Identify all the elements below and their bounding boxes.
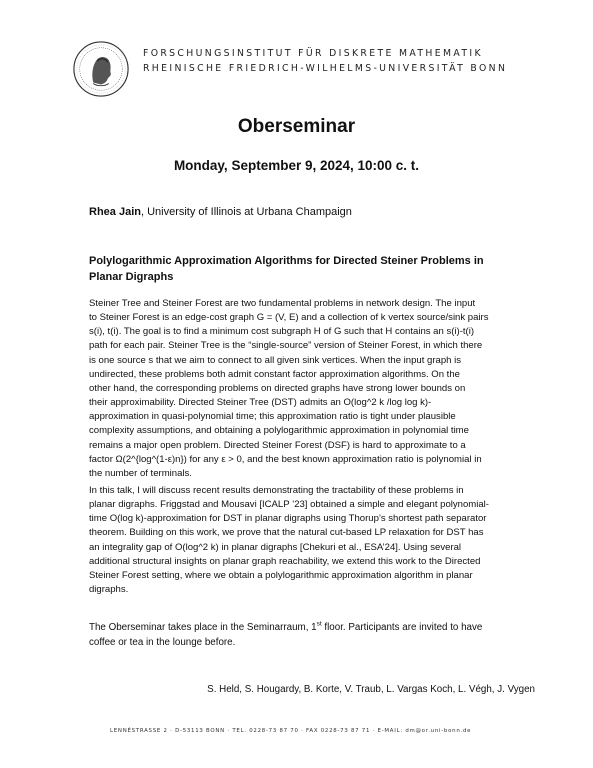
- venue-text: floor. Participants are invited to have: [321, 622, 483, 633]
- abstract-line: is one source s that we aim to connect to all given sink vertices. When the input graph is: [89, 354, 461, 366]
- speaker-affiliation: , University of Illinois at Urbana Champaign: [140, 206, 352, 218]
- institute-name: FORSCHUNGSINSTITUT FÜR DISKRETE MATHEMATIK: [143, 48, 483, 59]
- talk-title: [89, 253, 519, 285]
- speaker-name: Rhea Jain: [89, 206, 141, 218]
- abstract-line: approximation in quasi-polynomial time; this approximation ratio is tight under plausible: [89, 411, 456, 423]
- abstract-line: planar digraphs. Friggstad and Mousavi [ICALP ’23] obtained a simple and elegant polynomial-: [89, 499, 489, 511]
- abstract-paragraph-2: [89, 484, 522, 597]
- abstract-line: additional structural insights on planar graph reachability, we extend this work to the Directed: [89, 555, 481, 567]
- speaker-line: [89, 206, 352, 218]
- abstract-line: s(i), t(i). The goal is to find a minimum cost subgraph H of G such that H contains an s(i)-t(i): [89, 326, 475, 338]
- venue-text: The Oberseminar takes place in the Seminarraum, 1: [89, 622, 317, 633]
- abstract-line: other hand, the corresponding problems on directed graphs have strong lower bounds on: [89, 382, 466, 394]
- page-title: Oberseminar: [237, 116, 356, 137]
- abstract-paragraph-1: [89, 297, 522, 481]
- floor-ordinal: st: [316, 620, 322, 628]
- abstract-line: remains a major open problem. Directed Steiner Forest (DSF) is hard to approximate to a: [89, 439, 466, 451]
- abstract-line: undirected, these problems both admit constant factor approximation algorithms. On the: [89, 368, 460, 380]
- abstract-line: theorem. Building on this work, we prove that the natural cut-based LP relaxation for DST has: [89, 527, 484, 539]
- abstract-line: their approximability. Directed Steiner Tree (DST) admits an O(log^2 k /log log k)-: [89, 397, 432, 409]
- abstract-line: digraphs.: [89, 584, 129, 596]
- event-date: Monday, September 9, 2024, 10:00 c. t.: [173, 158, 420, 173]
- abstract-line: factor Ω(2^{log^(1-ε)n}) for any ε > 0, and the best known approximation ratio is polynomial in: [89, 453, 482, 465]
- venue-note-line: [89, 620, 529, 635]
- university-name: RHEINISCHE FRIEDRICH-WILHELMS-UNIVERSITÄT BONN: [143, 63, 508, 74]
- abstract-line: Steiner Tree and Steiner Forest are two fundamental problems in network design. The input: [89, 298, 476, 309]
- abstract-line: path for each pair. Steiner Tree is the “single-source” version of Steiner Forest, in which there: [89, 340, 483, 352]
- talk-title-line: Planar Digraphs: [89, 271, 174, 283]
- venue-note-line: coffee or tea in the lounge before.: [89, 637, 236, 648]
- venue-note: [89, 620, 529, 650]
- abstract-line: to Steiner Forest is an edge-cost graph G = (V, E) and a collection of k vertex source/sink pairs: [89, 312, 489, 324]
- abstract-line: complexity assumptions, and obtaining a polylogarithmic approximation in polynomial time: [89, 425, 469, 437]
- abstract-line: an integrality gap of O(log^2 k) in planar digraphs [Chekuri et al., ESA’24]. Using several: [89, 541, 462, 553]
- talk-title-line: Polylogarithmic Approximation Algorithms for Directed Steiner Problems in: [89, 255, 484, 267]
- organizers: S. Held, S. Hougardy, B. Korte, V. Traub, L. Vargas Koch, L. Végh, J. Vygen: [207, 684, 535, 695]
- abstract-line: time O(log k)-approximation for DST in planar digraphs using Thorup’s shortest path separator: [89, 513, 487, 525]
- university-seal-portrait-icon: [72, 40, 130, 98]
- contact-footer: LENNÉSTRASSE 2 · D-53113 BONN · TEL. 0228-73 87 70 · FAX 0228-73 87 71 · E-MAIL: dm@or.uni-bonn.de: [110, 728, 472, 734]
- abstract-line: In this talk, I will discuss recent results demonstrating the tractability of these problems in: [89, 485, 464, 496]
- abstract-line: the number of terminals.: [89, 467, 192, 479]
- abstract-line: Steiner Forest setting, where we obtain a polylogarithmic approximation algorithm in planar: [89, 569, 473, 581]
